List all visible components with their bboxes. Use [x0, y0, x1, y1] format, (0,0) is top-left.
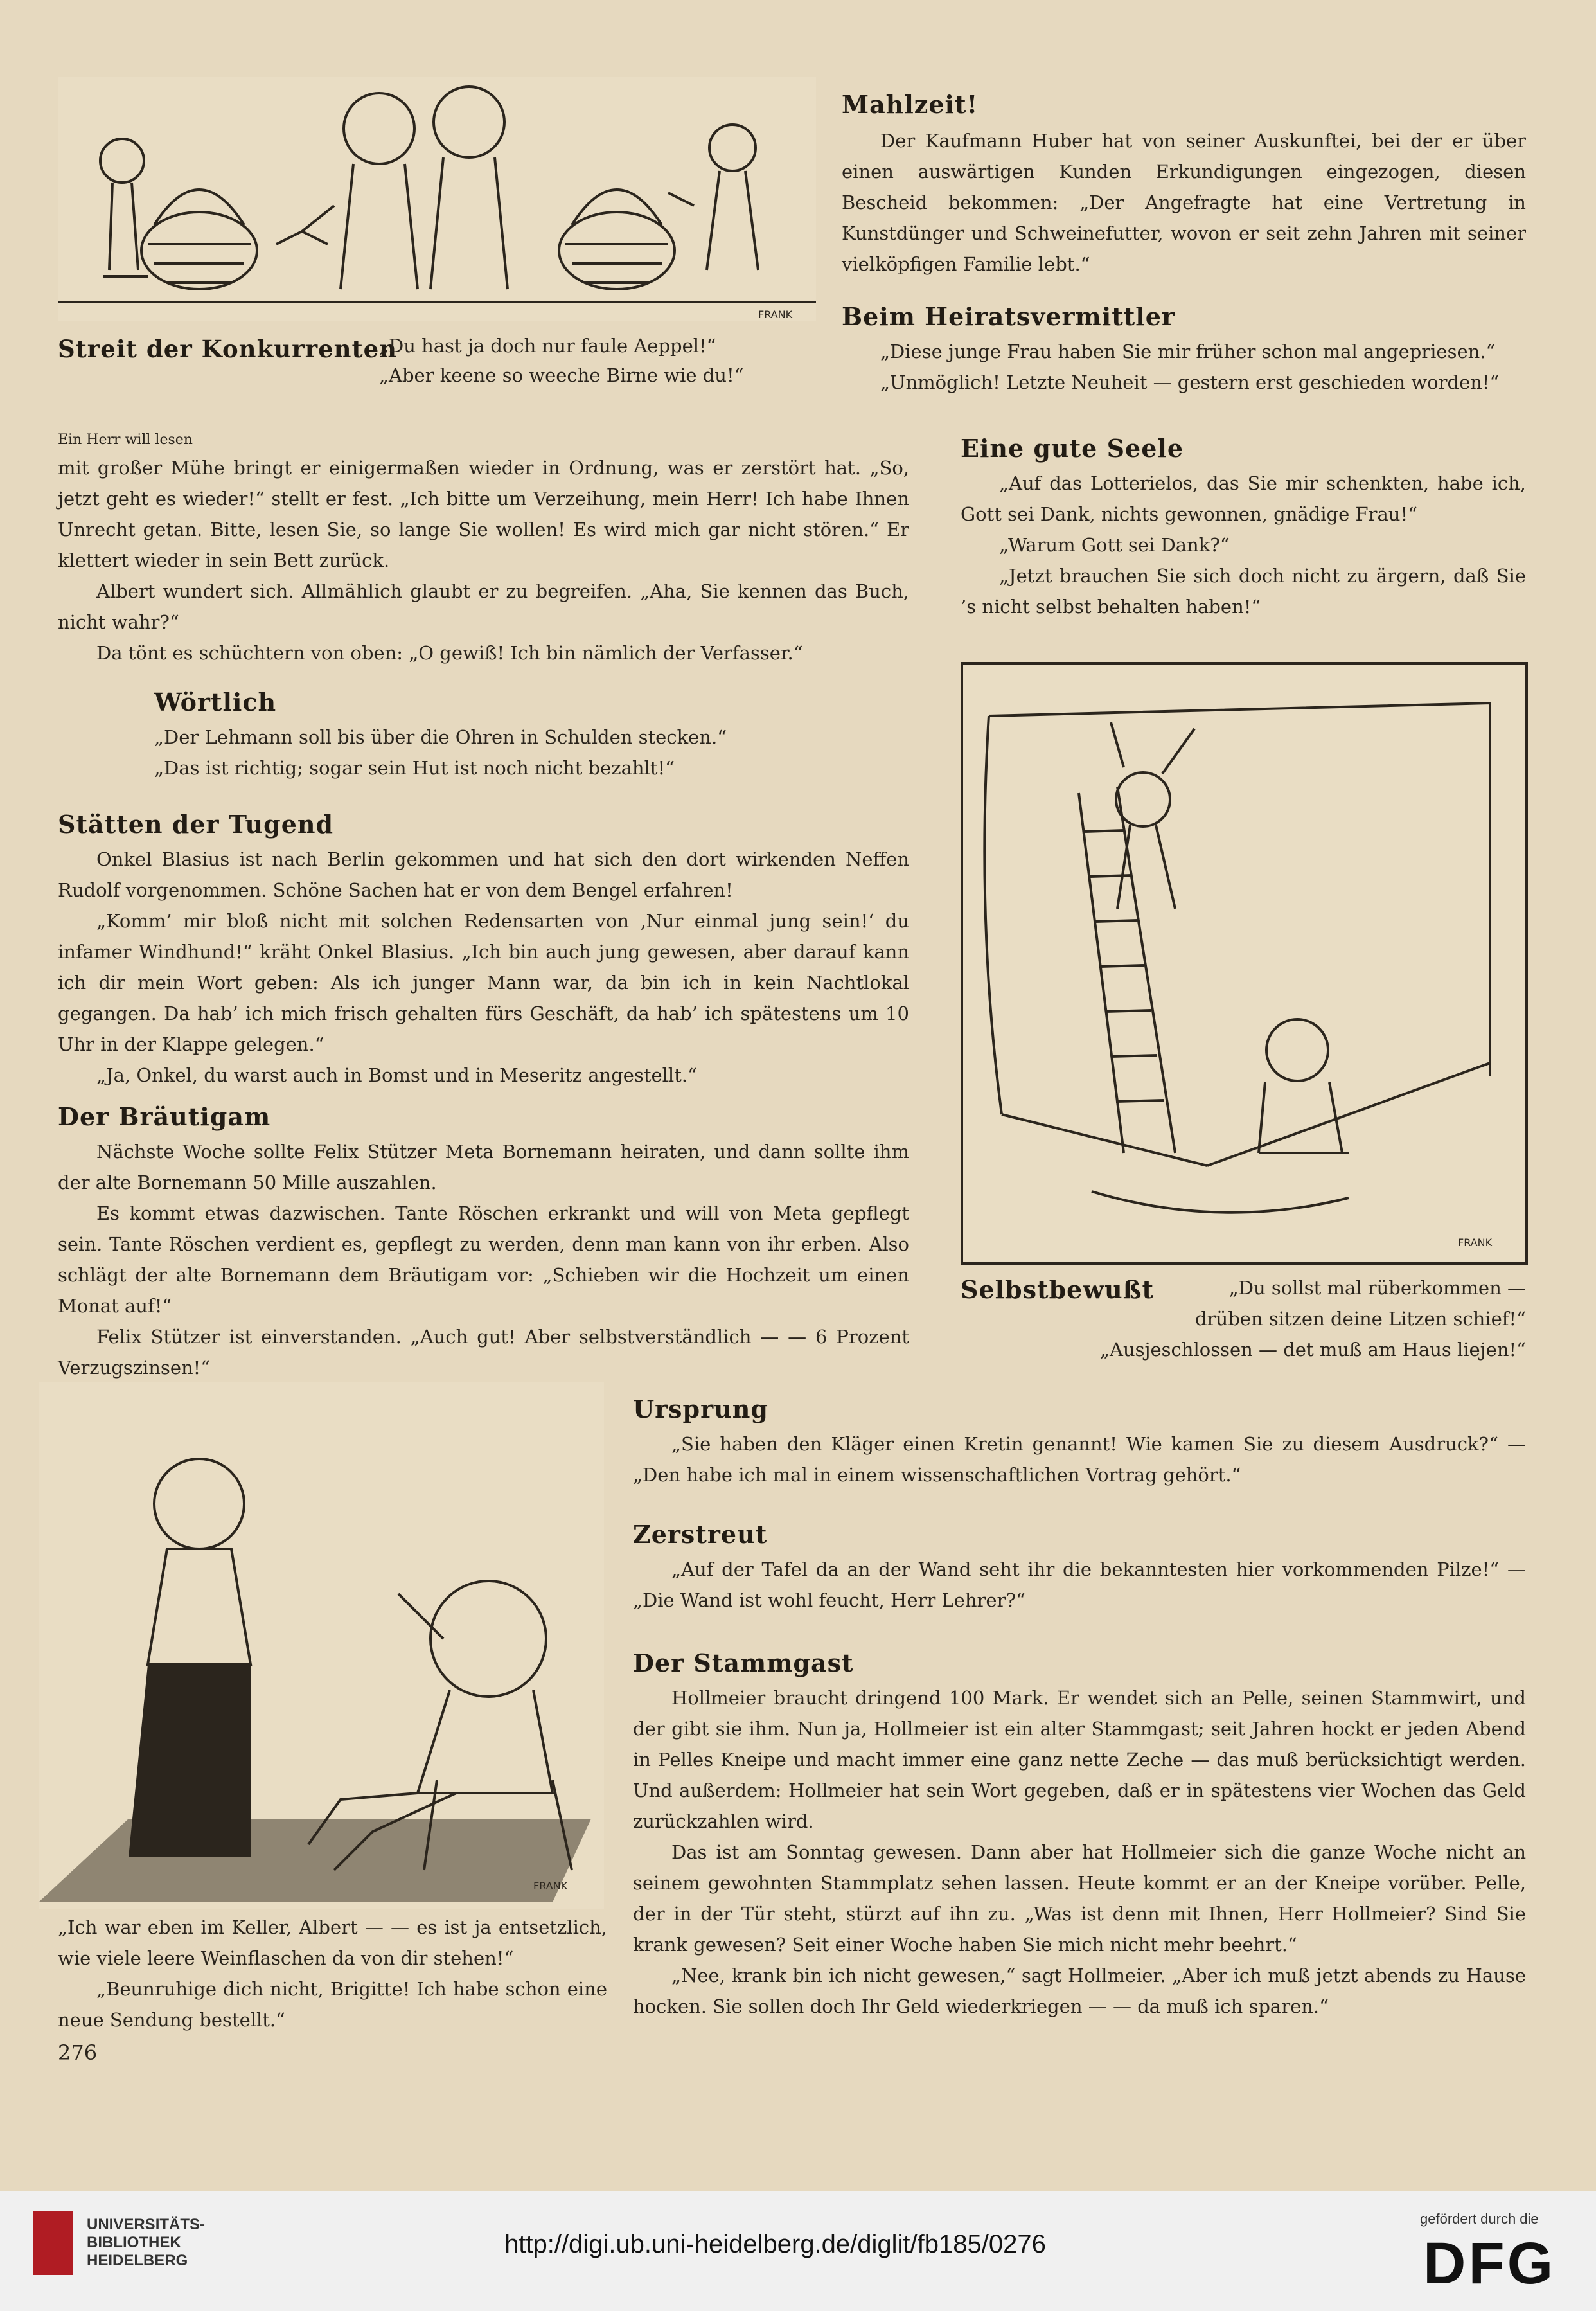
stammgast-title: Der Stammgast	[633, 1648, 854, 1677]
heiratsvermittler-line: „Unmöglich! Letzte Neuheit — gestern erst geschieden worden!“	[880, 371, 1500, 393]
mahlzeit-text: Der Kaufmann Huber hat von seiner Auskunftei, bei der er über einen auswärtigen Kunden Erkundigungen eingezogen, diesen Bescheid bekommen: „Der Angefragte hat eine Vertretung in Kunstdünger und Schweinefutter, wovon er seit zehn Jahren mit seiner vielköpfigen Familie lebt.“	[842, 130, 1526, 275]
page-number: 276	[58, 2040, 98, 2065]
herr-lesen-p2: Albert wundert sich. Allmählich glaubt er zu begreifen. „Aha, Sie kennen das Buch, nicht wahr?“	[58, 580, 909, 633]
cartoon-competitors	[58, 77, 816, 321]
stammgast-p2: Das ist am Sonntag gewesen. Dann aber hat Hollmeier sich die ganze Woche nicht an seinem gewohnten Stammplatz sehen lassen. Heute kommt er an der Kneipe vorüber. Pelle, der in der Tür steht, stürzt auf ihn zu. „Was ist denn mit Ihnen, Herr Hollmeier? Sind Sie krank gewesen? Seit einer Woche haben Sie mich nicht mehr beehrt.“	[633, 1841, 1526, 1956]
tugend-p3: „Ja, Onkel, du warst auch in Bomst und in Meseritz angestellt.“	[96, 1064, 697, 1086]
seele-p1: „Auf das Lotterielos, das Sie mir schenkten, habe ich, Gott sei Dank, nichts gewonnen, gnädige Frau!“	[961, 472, 1526, 525]
mahlzeit-title: Mahlzeit!	[842, 90, 979, 119]
zerstreut-text: „Auf der Tafel da an der Wand seht ihr die bekanntesten hier vorkommenden Pilze!“ — „Die Wand ist wohl feucht, Herr Lehrer?“	[633, 1558, 1526, 1611]
dialogue-line: „Aber keene so weeche Birne wie du!“	[379, 364, 744, 386]
library-logo-icon	[33, 2211, 73, 2275]
library-line: BIBLIOTHEK	[87, 2234, 181, 2251]
section-woertlich	[154, 688, 887, 783]
ursprung-text: „Sie haben den Kläger einen Kretin genannt! Wie kamen Sie zu diesem Ausdruck?“ — „Den habe ich mal in einem wissenschaftlichen Vortrag gehört.“	[633, 1433, 1526, 1486]
selbstbewusst-line: „Ausjeschlossen — det muß am Haus liejen!“	[1099, 1339, 1526, 1361]
seele-title: Eine gute Seele	[961, 434, 1184, 463]
seele-p2: „Warum Gott sei Dank?“	[999, 534, 1230, 556]
woertlich-title: Wörtlich	[154, 688, 277, 717]
seele-p3: „Jetzt brauchen Sie sich doch nicht zu ärgern, daß Sie ’s nicht selbst behalten haben!“	[961, 565, 1526, 618]
library-line: HEIDELBERG	[87, 2252, 188, 2269]
zerstreut-title: Zerstreut	[633, 1520, 768, 1549]
cartoon-competitors-drawing	[58, 77, 816, 321]
section-tugend	[58, 810, 909, 1091]
library-name	[87, 2216, 205, 2270]
section-gute-seele	[961, 434, 1526, 622]
competitors-title: Streit der Konkurrenten	[58, 335, 398, 363]
cartoon-selbstbewusst	[961, 662, 1528, 1265]
stammgast-p3: „Nee, krank bin ich nicht gewesen,“ sagt Hollmeier. „Aber ich muß jetzt abends zu Hause hocken. Sie sollen doch Ihr Geld wiederkriegen — — da muß ich sparen.“	[633, 1965, 1526, 2017]
woertlich-line: „Das ist richtig; sogar sein Hut ist noch nicht bezahlt!“	[154, 757, 675, 779]
tugend-p2: „Komm’ mir bloß nicht mit solchen Redensarten von ‚Nur einmal jung sein!‘ du infamer Windhund!“ kräht Onkel Blasius. „Ich bin auch jung gewesen, aber darauf kann ich dir mein Wort geben: Als ich junger Mann war, da bin ich in kein Nachtlokal gegangen. Da hab’ ich mich frisch gehalten fürs Geschäft, da hab’ ich spätestens um 10 Uhr in der Klappe gelegen.“	[58, 910, 909, 1055]
dialogue-line: „Du hast ja doch nur faule Aeppel!“	[379, 335, 716, 357]
selbstbewusst-line: „Du sollst mal rüberkommen — drüben sitzen deine Litzen schief!“	[1195, 1277, 1526, 1330]
heiratsvermittler-title: Beim Heiratsvermittler	[842, 302, 1175, 331]
cartoon-weinflaschen-drawing	[39, 1382, 604, 1909]
section-selbstbewusst	[961, 1272, 1526, 1369]
section-braeutigam	[58, 1102, 909, 1383]
section-heiratsvermittler	[842, 302, 1526, 398]
section-zerstreut	[633, 1520, 1526, 1616]
selbstbewusst-title: Selbstbewußt	[961, 1275, 1155, 1304]
braeutigam-title: Der Bräutigam	[58, 1102, 271, 1131]
section-stammgast	[633, 1648, 1526, 2022]
cartoon-selbstbewusst-drawing	[963, 665, 1525, 1262]
section-mahlzeit	[842, 90, 1526, 280]
caption-line: „Beunruhige dich nicht, Brigitte! Ich habe schon eine neue Sendung bestellt.“	[58, 1978, 607, 2031]
digitization-footer	[0, 2191, 1596, 2311]
signature-frank: FRANK	[1458, 1236, 1493, 1249]
dfg-logo: DFG	[1423, 2231, 1556, 2296]
braeutigam-p2: Es kommt etwas dazwischen. Tante Röschen erkrankt und will von Meta gepflegt sein. Tante Röschen verdient es, gepflegt zu werden, denn man kann von ihr erben. Also schlägt der alte Bornemann dem Bräutigam vor: „Schieben wir die Hochzeit um einen Monat auf!“	[58, 1202, 909, 1317]
library-line: UNIVERSITÄTS-	[87, 2216, 206, 2233]
braeutigam-p1: Nächste Woche sollte Felix Stützer Meta Bornemann heiraten, und dann sollte ihm der alte Bornemann 50 Mille auszahlen.	[58, 1141, 909, 1193]
funding-note: gefördert durch die	[1420, 2211, 1539, 2227]
stammgast-p1: Hollmeier braucht dringend 100 Mark. Er wendet sich an Pelle, seinen Stammwirt, und der gibt sie ihm. Nun ja, Hollmeier ist ein alter Stammgast; seit Jahren hockt er jeden Abend in Pelles Kneipe und macht immer eine ganz nette Zeche — das muß berücksichtigt werden. Und außerdem: Hollmeier hat sein Wort gegeben, daß er in spätestens vier Wochen das Geld zurückzahlen wird.	[633, 1687, 1526, 1832]
signature-frank: FRANK	[758, 308, 793, 321]
tugend-p1: Onkel Blasius ist nach Berlin gekommen und hat sich den dort wirkenden Neffen Rudolf vorgenommen. Schöne Sachen hat er von dem Bengel erfahren!	[58, 848, 909, 901]
section-herr-lesen	[58, 431, 909, 668]
tugend-title: Stätten der Tugend	[58, 810, 334, 839]
signature-frank: FRANK	[533, 1880, 568, 1892]
heiratsvermittler-line: „Diese junge Frau haben Sie mir früher schon mal angepriesen.“	[880, 341, 1496, 362]
braeutigam-p3: Felix Stützer ist einverstanden. „Auch gut! Aber selbstverständlich — — 6 Prozent Verzugszinsen!“	[58, 1326, 909, 1379]
caption-line: „Ich war eben im Keller, Albert — — es ist ja entsetzlich, wie viele leere Weinflaschen da von dir stehen!“	[58, 1916, 607, 1969]
weinflaschen-caption	[58, 1912, 607, 2035]
cartoon-weinflaschen	[39, 1382, 604, 1909]
woertlich-line: „Der Lehmann soll bis über die Ohren in Schulden stecken.“	[154, 726, 727, 748]
section-ursprung	[633, 1395, 1526, 1490]
herr-lesen-header: Ein Herr will lesen	[58, 432, 193, 448]
herr-lesen-p3: Da tönt es schüchtern von oben: „O gewiß! Ich bin nämlich der Verfasser.“	[96, 642, 803, 664]
permalink-url[interactable]: http://digi.ub.uni-heidelberg.de/diglit/fb185/0276	[504, 2230, 1046, 2258]
herr-lesen-p1: mit großer Mühe bringt er einigermaßen wieder in Ordnung, was er zerstört hat. „So, jetzt geht es wieder!“ stellt er fest. „Ich bitte um Verzeihung, mein Herr! Ich habe Ihnen Unrecht getan. Bitte, lesen Sie, so lange Sie wollen! Es wird mich gar nicht stören.“ Er klettert wieder in sein Bett zurück.	[58, 457, 909, 571]
ursprung-title: Ursprung	[633, 1395, 768, 1423]
